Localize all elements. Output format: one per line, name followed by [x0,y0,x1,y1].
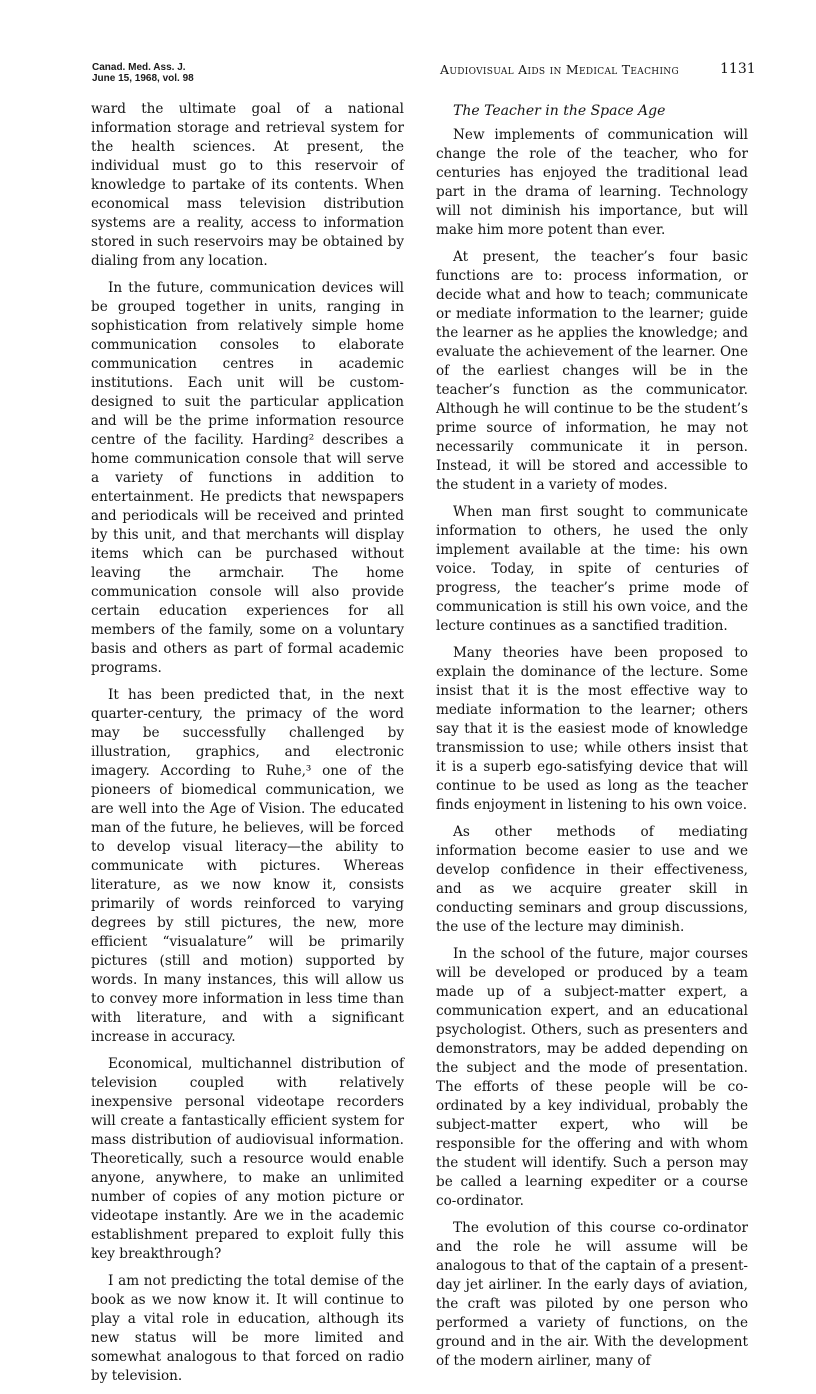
paragraph: ward the ultimate goal of a national information storage and retrieval system for the health sciences. At present, the individual must go to this reservoir of knowledge to partake of its contents. When economical mass television distribution systems are a reality, access to information stored in such reservoirs may be obtained by dialing from any location. [91,101,404,269]
paragraph: When man first sought to communicate information to others, he used the only implement available at the time: his own voice. Today, in spite of centuries of progress, the teacher’s prime mode of communication is still his own voice, and the lecture continues as a sanctified tradition. [436,504,748,634]
paragraph: Many theories have been proposed to explain the dominance of the lecture. Some insist that it is the most effective way to mediate information to the learner; others say that it is the easiest mode of knowledge transmission to use; while others insist that it is a superb ego-satisfying device that will continue to be used as long as the teacher finds enjoyment in listening to his own voice. [436,645,748,813]
paragraph: The evolution of this course co-ordinator and the role he will assume will be analogous to that of the captain of a present-day jet airliner. In the early days of aviation, the craft was piloted by one person who performed a variety of functions, on the ground and in the air. With the development of the modern airliner, many of [436,1220,748,1369]
paragraph: Economical, multichannel distribution of television coupled with relatively inexpensive personal videotape recorders will create a fantastically efficient system for mass distribution of audiovisual information. Theoretically, such a resource would enable anyone, anywhere, to make an unlimited number of copies of any motion picture or videotape instantly. Are we in the academic establishment prepared to exploit fully this key breakthrough? [91,1056,404,1262]
paragraph: I am not predicting the total demise of the book as we now know it. It will continue to play a vital role in education, although its new status will be more limited and somewhat analogous to that forced on radio by television. [91,1273,404,1384]
section-heading: The Teacher in the Space Age [453,103,666,119]
paragraph: In the future, communication devices will be grouped together in units, ranging in sophistication from relatively simple home communication consoles to elaborate communication centres in academic institutions. Each unit will be custom-designed to suit the particular application and will be the prime information resource centre of the facility. Harding² describes a home communication console that will serve a variety of functions in addition to entertainment. He predicts that newspapers and periodicals will be received and printed by this unit, and that merchants will display items which can be purchased without leaving the armchair. The home communication console will also provide certain education experiences for all members of the family, some on a voluntary basis and others as part of formal academic programs. [91,280,404,676]
page-number: 1131 [720,61,756,77]
right-column [436,102,748,1379]
paragraph: As other methods of mediating information become easier to use and we develop confidence in their effectiveness, and as we acquire greater skill in conducting seminars and group discussions, the use of the lecture may diminish. [436,824,748,935]
running-title: Audiovisual Aids in Medical Teaching [440,62,679,77]
left-column [91,100,404,1394]
paragraph: New implements of communication will change the role of the teacher, who for centuries has enjoyed the traditional lead part in the drama of learning. Technology will not diminish his importance, but will make him more potent than ever. [436,127,748,238]
journal-issue: June 15, 1968, vol. 98 [92,73,194,84]
paragraph: At present, the teacher’s four basic functions are to: process information, or decide what and how to teach; communicate or mediate information to the learner; guide the learner as he applies the knowledge; and evaluate the achievement of the learner. One of the earliest changes will be in the teacher’s function as the communicator. Although he will continue to be the student’s prime source of information, he may not necessarily communicate it in person. Instead, it will be stored and accessible to the student in a variety of modes. [436,249,748,493]
journal-citation [92,62,194,84]
paragraph: In the school of the future, major courses will be developed or produced by a team made up of a subject-matter expert, a communication expert, and an educational psychologist. Others, such as presenters and demonstrators, may be added depending on the subject and the mode of presentation. The efforts of these people will be co-ordinated by a key individual, probably the subject-matter expert, who will be responsible for the offering and with whom the student will identify. Such a person may be called a learning expediter or a course co-ordinator. [436,946,748,1209]
paragraph: It has been predicted that, in the next quarter-century, the primacy of the word may be successfully challenged by illustration, graphics, and electronic imagery. According to Ruhe,³ one of the pioneers of biomedical communication, we are well into the Age of Vision. The educated man of the future, he believes, will be forced to develop visual literacy—the ability to communicate with pictures. Whereas literature, as we now know it, consists primarily of words reinforced to varying degrees by still pictures, the new, more efficient “visualature” will be primarily pictures (still and motion) supported by words. In many instances, this will allow us to convey more information in less time than with literature, and with a significant increase in accuracy. [91,687,404,1045]
journal-name: Canad. Med. Ass. J. [92,62,186,73]
